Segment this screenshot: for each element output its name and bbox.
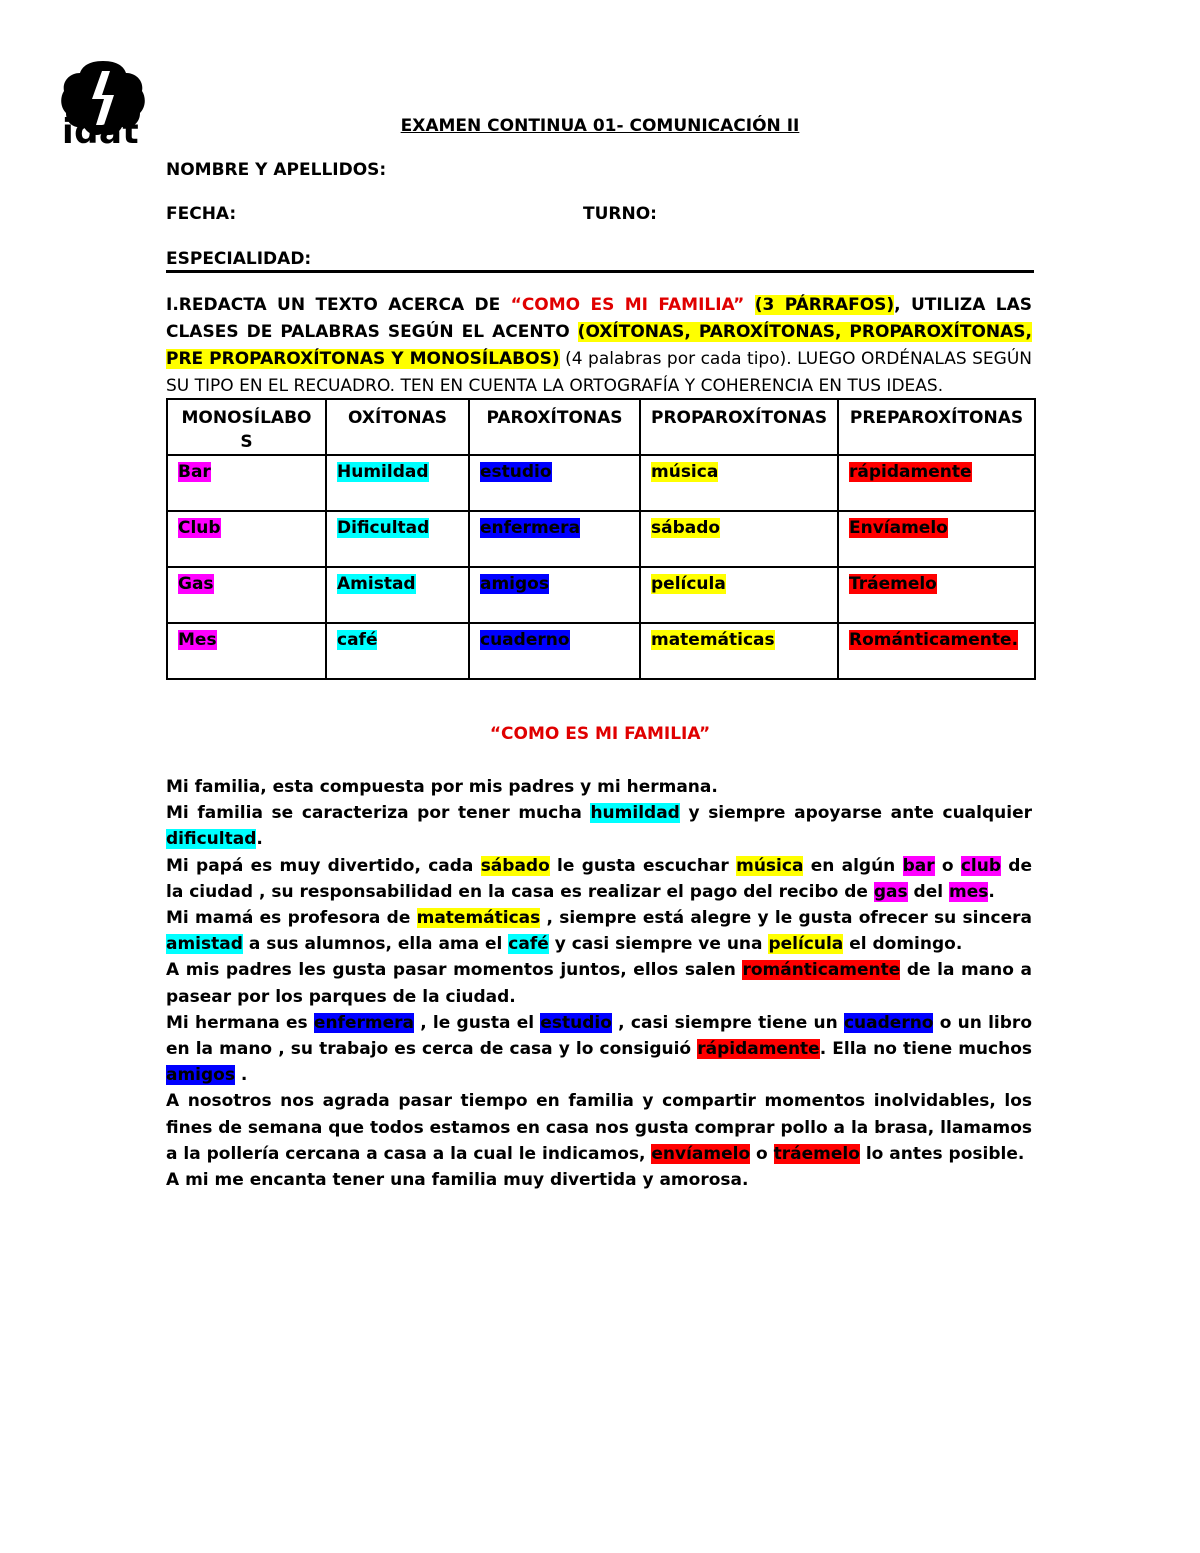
header-oxitonas: OXÍTONAS <box>326 399 469 455</box>
header-monosilabos: MONOSÍLABO S <box>167 399 326 455</box>
instructions: I.REDACTA UN TEXTO ACERCA DE “COMO ES MI FAMILIA” (3 PÁRRAFOS), UTILIZA LAS CLASES DE PALABRAS SEGÚN EL ACENTO (OXÍTONAS, PAROXÍTONAS, PROPAROXÍTONAS, PRE PROPAROXÍTONAS Y MONOSÍLABOS) (4 palabras por cada tipo). LUEGO ORDÉNALAS SEGÚN SU TIPO EN EL RECUADRO. TEN EN CUENTA LA ORTOGRAFÍA Y COHERENCIA EN TUS IDEAS. <box>166 295 1033 396</box>
table-cell: Bar <box>178 462 211 482</box>
story-line: A nosotros nos agrada pasar tiempo en familia y compartir momentos inolvidables, los fines de semana que todos estamos en casa nos gusta comprar pollo a la brasa, llamamos a la pollería cercana a casa a la cual le indicamos, envíamelo o tráemelo lo antes posible. <box>166 1091 1032 1164</box>
shift-field-label: TURNO: <box>583 204 657 224</box>
table-row <box>167 567 1035 623</box>
table-cell: cuaderno <box>480 630 570 650</box>
story-line: A mis padres les gusta pasar momentos juntos, ellos salen románticamente de la mano a pasear por los parques de la ciudad. <box>166 960 1032 1007</box>
table-cell: Románticamente. <box>849 630 1019 650</box>
table-cell: café <box>337 630 378 650</box>
header-divider <box>166 270 1034 273</box>
table-cell: enfermera <box>480 518 581 538</box>
story-line: Mi familia se caracteriza por tener mucha humildad y siempre apoyarse ante cualquier dificultad. <box>166 803 1032 850</box>
story-line: Mi papá es muy divertido, cada sábado le gusta escuchar música en algún bar o club de la ciudad , su responsabilidad en la casa es realizar el pago del recibo de gas del mes. <box>166 855 1032 902</box>
table-cell: amigos <box>480 574 549 594</box>
story-body <box>166 774 1032 1193</box>
name-field-label: NOMBRE Y APELLIDOS: <box>166 160 387 180</box>
table-cell: Amistad <box>337 574 416 594</box>
logo-text: idat <box>62 112 140 152</box>
table-cell: Tráemelo <box>849 574 937 594</box>
table-cell: Envíamelo <box>849 518 948 538</box>
table-cell: sábado <box>651 518 721 538</box>
table-cell: estudio <box>480 462 552 482</box>
table-cell: Gas <box>178 574 214 594</box>
instruction-word-types: (OXÍTONAS, PAROXÍTONAS, PROPAROXÍTONAS, PRE PROPAROXÍTONAS Y MONOSÍLABOS) <box>166 322 1032 369</box>
exam-title: EXAMEN CONTINUA 01- COMUNICACIÓN II <box>400 116 800 136</box>
table-cell: Club <box>178 518 221 538</box>
specialty-field-label: ESPECIALIDAD: <box>166 249 312 269</box>
story-line: Mi mamá es profesora de matemáticas , siempre está alegre y le gusta ofrecer su sincera amistad a sus alumnos, ella ama el café y casi siempre ve una película el domingo. <box>166 908 1032 955</box>
header-preparoxitonas: PREPAROXÍTONAS <box>838 399 1035 455</box>
table-cell: matemáticas <box>651 630 775 650</box>
table-cell: Mes <box>178 630 217 650</box>
date-field-label: FECHA: <box>166 204 237 224</box>
instruction-topic: “COMO ES MI FAMILIA” <box>510 295 745 315</box>
table-cell: rápidamente <box>849 462 972 482</box>
table-cell: película <box>651 574 726 594</box>
table-row <box>167 455 1035 511</box>
story-line: Mi familia, esta compuesta por mis padres y mi hermana. <box>166 777 718 797</box>
table-cell: Dificultad <box>337 518 430 538</box>
story-title: “COMO ES MI FAMILIA” <box>489 724 711 744</box>
header-paroxitonas: PAROXÍTONAS <box>469 399 640 455</box>
story-line: A mi me encanta tener una familia muy divertida y amorosa. <box>166 1170 749 1191</box>
table-cell: música <box>651 462 719 482</box>
instruction-paragraph-count: (3 PÁRRAFOS) <box>754 295 895 315</box>
header-proparoxitonas: PROPAROXÍTONAS <box>640 399 838 455</box>
table-row <box>167 623 1035 679</box>
table-cell: Humildad <box>337 462 429 482</box>
table-header-row <box>167 399 1035 455</box>
word-classification-table <box>166 398 1036 680</box>
story-line: Mi hermana es enfermera , le gusta el estudio , casi siempre tiene un cuaderno o un libro en la mano , su trabajo es cerca de casa y lo consiguió rápidamente. Ella no tiene muchos amigos . <box>166 1012 1033 1086</box>
table-row <box>167 511 1035 567</box>
